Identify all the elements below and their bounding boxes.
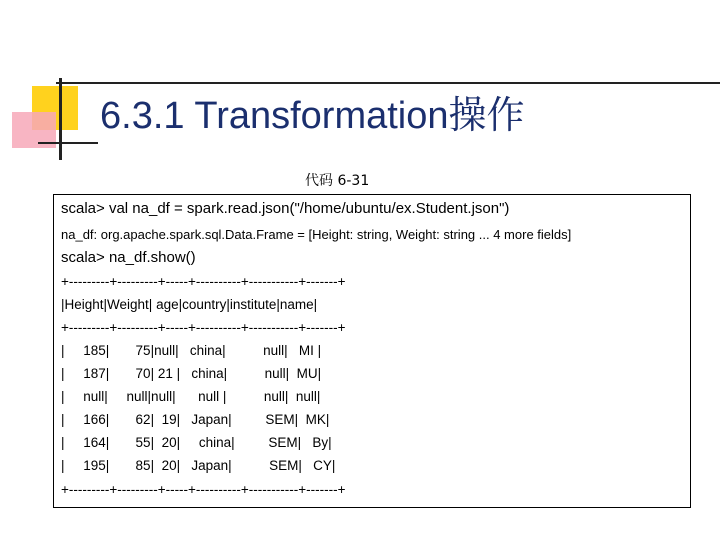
table-border-top: +---------+---------+-----+----------+-----------+-------+: [61, 274, 346, 289]
decor-left-rule: [38, 142, 98, 144]
table-row: | 185| 75|null| china| null| MI |: [61, 343, 322, 358]
slide-title: 6.3.1 Transformation操作: [100, 95, 525, 137]
table-row: | null| null|null| null | null| null|: [61, 389, 321, 404]
code-command-show: scala> na_df.show(): [61, 249, 196, 266]
decor-vertical-rule: [59, 78, 62, 160]
table-border-mid: +---------+---------+-----+----------+-----------+-------+: [61, 320, 346, 335]
table-header-row: |Height|Weight| age|country|institute|name|: [61, 297, 318, 312]
code-command-read: scala> val na_df = spark.read.json("/home/ubuntu/ex.Student.json"): [61, 200, 510, 217]
code-caption: 代码 6-31: [305, 173, 370, 189]
table-row: | 187| 70| 21 | china| null| MU|: [61, 366, 322, 381]
table-border-bottom: +---------+---------+-----+----------+-----------+-------+: [61, 482, 346, 497]
table-row: | 166| 62| 19| Japan| SEM| MK|: [61, 412, 330, 427]
table-row: | 195| 85| 20| Japan| SEM| CY|: [61, 458, 336, 473]
table-row: | 164| 55| 20| china| SEM| By|: [61, 435, 332, 450]
code-output-schema: na_df: org.apache.spark.sql.Data.Frame = [Height: string, Weight: string ... 4 more fields]: [61, 227, 572, 242]
